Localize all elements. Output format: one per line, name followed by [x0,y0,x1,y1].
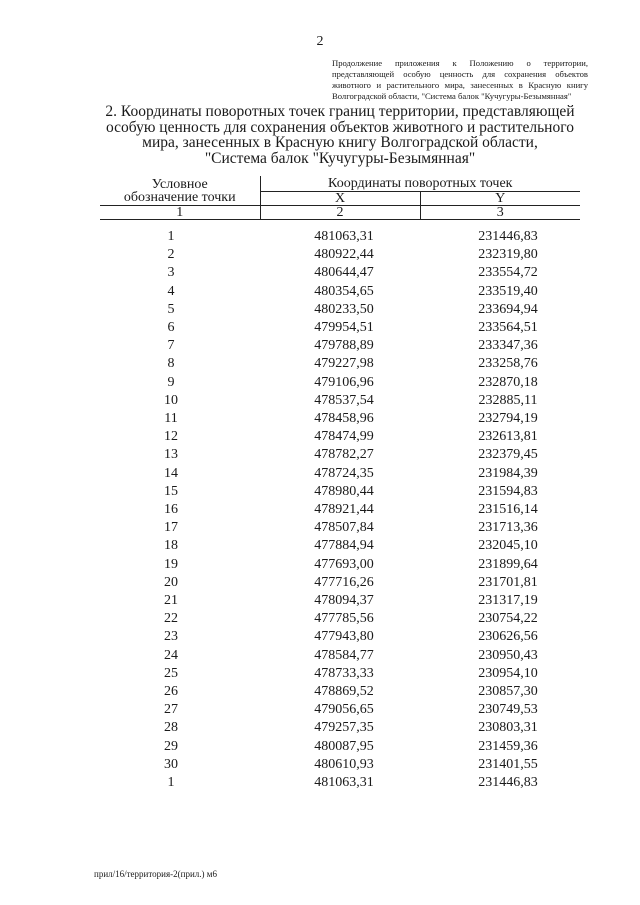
y-coordinate-cell: 231899,64 [478,556,538,572]
x-coordinate-cell: 477785,56 [314,611,374,627]
x-coordinate-cell: 477943,80 [314,629,374,645]
point-number-cell: 8 [167,356,175,372]
column-number-1: 1 [100,206,260,220]
table-row [100,337,580,355]
point-label-header: Условное обозначение точки [100,176,260,206]
table-row [100,738,580,756]
y-coordinate-cell: 231713,36 [478,520,538,536]
point-number-cell: 16 [164,502,178,518]
table-row [100,392,580,410]
point-number-cell: 5 [167,301,175,317]
table-body [100,228,580,792]
header-note: Продолжение приложения к Положению о территории, представляющей особую ценность для сохранения объектов животного и растительного мира, занесенных в Красную книгу Волгоградской области, "Система балок "Кучугуры-Безымянная" [332,58,588,101]
table-row [100,701,580,719]
point-number-cell: 12 [164,429,178,445]
title-line: особую ценность для сохранения объектов животного и растительного [106,118,574,136]
table-row [100,228,580,246]
point-number-cell: 4 [167,283,175,299]
point-number-cell: 7 [167,338,175,354]
x-coordinate-cell: 478782,27 [314,447,374,463]
x-coordinate-cell: 480087,95 [314,738,374,754]
column-number-2: 2 [260,206,420,220]
x-coordinate-cell: 480354,65 [314,283,374,299]
y-coordinate-cell: 230857,30 [478,684,538,700]
page-number: 2 [316,34,324,49]
table-row [100,519,580,537]
x-coordinate-cell: 477884,94 [314,538,374,554]
table-row [100,355,580,373]
table-row [100,428,580,446]
y-coordinate-cell: 230954,10 [478,665,538,681]
point-number-cell: 26 [164,684,178,700]
title-line: 2. Координаты поворотных точек границ территории, представляющей [105,103,575,120]
y-coordinate-cell: 231594,83 [478,483,538,499]
point-number-cell: 24 [164,647,178,663]
y-coordinate-cell: 231459,36 [478,738,538,754]
y-coordinate-cell: 230803,31 [478,720,538,736]
y-coordinate-cell: 232379,45 [478,447,538,463]
point-number-cell: 20 [164,574,178,590]
y-coordinate-cell: 232613,81 [478,429,538,445]
x-coordinate-cell: 480922,44 [314,247,374,263]
point-number-cell: 13 [164,447,178,463]
table-row [100,246,580,264]
point-number-cell: 17 [164,520,178,536]
column-number-3: 3 [420,206,580,220]
document-title [80,104,600,166]
y-coordinate-cell: 231516,14 [478,502,538,518]
y-coordinate-cell: 233564,51 [478,320,538,336]
x-coordinate-cell: 478507,84 [314,520,374,536]
x-coordinate-cell: 480233,50 [314,301,374,317]
y-coordinate-cell: 233694,94 [478,301,538,317]
point-number-cell: 14 [164,465,178,481]
x-coordinate-cell: 478584,77 [314,647,374,663]
y-coordinate-cell: 232794,19 [478,411,538,427]
table-row [100,264,580,282]
title-line: "Система балок "Кучугуры-Безымянная" [204,149,476,167]
x-coordinate-cell: 479954,51 [314,320,374,336]
table-row [100,756,580,774]
point-number-cell: 22 [164,611,178,627]
point-number-cell: 3 [167,265,175,281]
x-coordinate-cell: 478980,44 [314,483,374,499]
point-number-cell: 1 [167,775,175,791]
x-header: X [260,192,420,206]
point-number-cell: 18 [164,538,178,554]
coordinates-table [100,176,580,792]
point-number-cell: 29 [164,738,178,754]
x-coordinate-cell: 478724,35 [314,465,374,481]
point-number-cell: 2 [167,247,175,263]
point-number-cell: 1 [167,229,175,244]
y-coordinate-cell: 230754,22 [478,611,538,627]
y-coordinate-cell: 233347,36 [478,338,538,354]
table-row [100,592,580,610]
table-row [100,647,580,665]
table-row [100,319,580,337]
point-number-cell: 27 [164,702,178,718]
point-number-cell: 6 [167,320,175,336]
x-coordinate-cell: 481063,31 [314,229,374,244]
y-coordinate-cell: 233554,72 [478,265,538,281]
x-coordinate-cell: 479227,98 [314,356,374,372]
y-coordinate-cell: 231446,83 [478,775,538,791]
y-header: Y [420,192,580,206]
table-row [100,628,580,646]
table-row [100,465,580,483]
table-header [100,176,580,220]
y-coordinate-cell: 232045,10 [478,538,538,554]
table-row [100,574,580,592]
y-coordinate-cell: 232885,11 [478,392,538,408]
x-coordinate-cell: 478869,52 [314,684,374,700]
y-coordinate-cell: 231984,39 [478,465,538,481]
y-coordinate-cell: 230626,56 [478,629,538,645]
title-line: мира, занесенных в Красную книгу Волгоградской области, [142,134,538,151]
x-coordinate-cell: 477716,26 [314,574,374,590]
table-row [100,374,580,392]
x-coordinate-cell: 478921,44 [314,502,374,518]
table-row [100,483,580,501]
point-number-cell: 11 [164,411,178,427]
y-coordinate-cell: 232319,80 [478,247,538,263]
x-coordinate-cell: 477693,00 [314,556,374,572]
y-coordinate-cell: 233519,40 [478,283,538,299]
x-coordinate-cell: 478458,96 [314,411,374,427]
x-coordinate-cell: 479788,89 [314,338,374,354]
table-row [100,301,580,319]
table-row [100,283,580,301]
point-number-cell: 25 [164,665,178,681]
point-number-cell: 23 [164,629,178,645]
table-row [100,719,580,737]
y-coordinate-cell: 231446,83 [478,229,538,244]
point-number-cell: 10 [164,392,178,408]
x-coordinate-cell: 481063,31 [314,775,374,791]
x-coordinate-cell: 480644,47 [314,265,374,281]
table-row [100,774,580,792]
point-number-cell: 9 [167,374,175,390]
y-coordinate-cell: 231317,19 [478,593,538,609]
table-row [100,537,580,555]
table-row [100,610,580,628]
y-coordinate-cell: 233258,76 [478,356,538,372]
y-coordinate-cell: 231401,55 [478,756,538,772]
x-coordinate-cell: 480610,93 [314,756,374,772]
table-row [100,410,580,428]
point-number-cell: 30 [164,756,178,772]
point-number-cell: 19 [164,556,178,572]
table-row [100,501,580,519]
point-number-cell: 21 [164,593,178,609]
footer-reference: прил/16/территория-2(прил.) м6 [94,869,217,879]
x-coordinate-cell: 478537,54 [314,392,374,408]
coordinates-header: Координаты поворотных точек [260,176,580,192]
point-number-cell: 28 [164,720,178,736]
x-coordinate-cell: 479056,65 [314,702,374,718]
table-row [100,446,580,464]
x-coordinate-cell: 478474,99 [314,429,374,445]
x-coordinate-cell: 478094,37 [314,593,374,609]
x-coordinate-cell: 479106,96 [314,374,374,390]
x-coordinate-cell: 479257,35 [314,720,374,736]
point-number-cell: 15 [164,483,178,499]
table-row [100,683,580,701]
y-coordinate-cell: 230749,53 [478,702,538,718]
y-coordinate-cell: 232870,18 [478,374,538,390]
y-coordinate-cell: 231701,81 [478,574,538,590]
x-coordinate-cell: 478733,33 [314,665,374,681]
table-row [100,665,580,683]
y-coordinate-cell: 230950,43 [478,647,538,663]
table-row [100,556,580,574]
